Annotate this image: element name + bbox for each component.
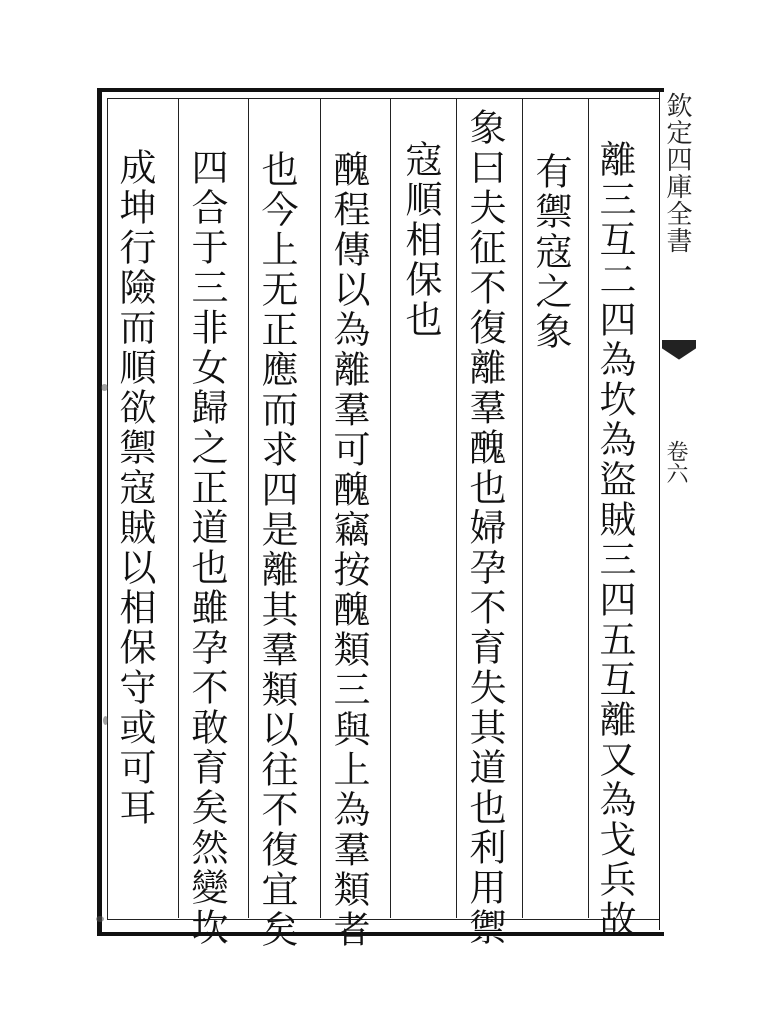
text-column-8: 成坤行險而順欲禦寇賊以相保守或可耳 [113, 148, 156, 828]
text-column-7: 四合于三非女歸之正道也雖孕不敢育矣然變坎 [185, 148, 228, 948]
text-column-6: 也今上无正應而求四是離其羣類以往不復宜矣 [255, 150, 298, 950]
ink-speck [96, 916, 104, 922]
text-column-1: 離三互二四為坎為盜賊三四五互離又為戈兵故 [593, 140, 636, 940]
column-rule [248, 98, 249, 918]
ink-speck [103, 716, 108, 725]
text-column-5: 醜程傳以為離羣可醜竊按醜類三與上為羣類者 [327, 150, 370, 950]
column-rule [390, 98, 391, 918]
column-rule [522, 98, 523, 918]
column-rule [178, 98, 179, 918]
ink-speck [101, 384, 108, 391]
column-rule [456, 98, 457, 918]
banxin-volume-label: 卷六 [663, 440, 688, 484]
banxin-book-title: 欽定四庫全書 [662, 92, 692, 254]
column-rule [588, 98, 589, 918]
banxin-fishtail-mark [662, 340, 696, 368]
text-column-2: 有禦寇之象 [529, 152, 572, 352]
banxin-divider [659, 88, 660, 930]
text-column-3: 象曰夫征不復離羣醜也婦孕不育失其道也利用禦 [463, 108, 506, 948]
text-column-4: 寇順相保也 [399, 140, 442, 340]
column-rule [320, 98, 321, 918]
